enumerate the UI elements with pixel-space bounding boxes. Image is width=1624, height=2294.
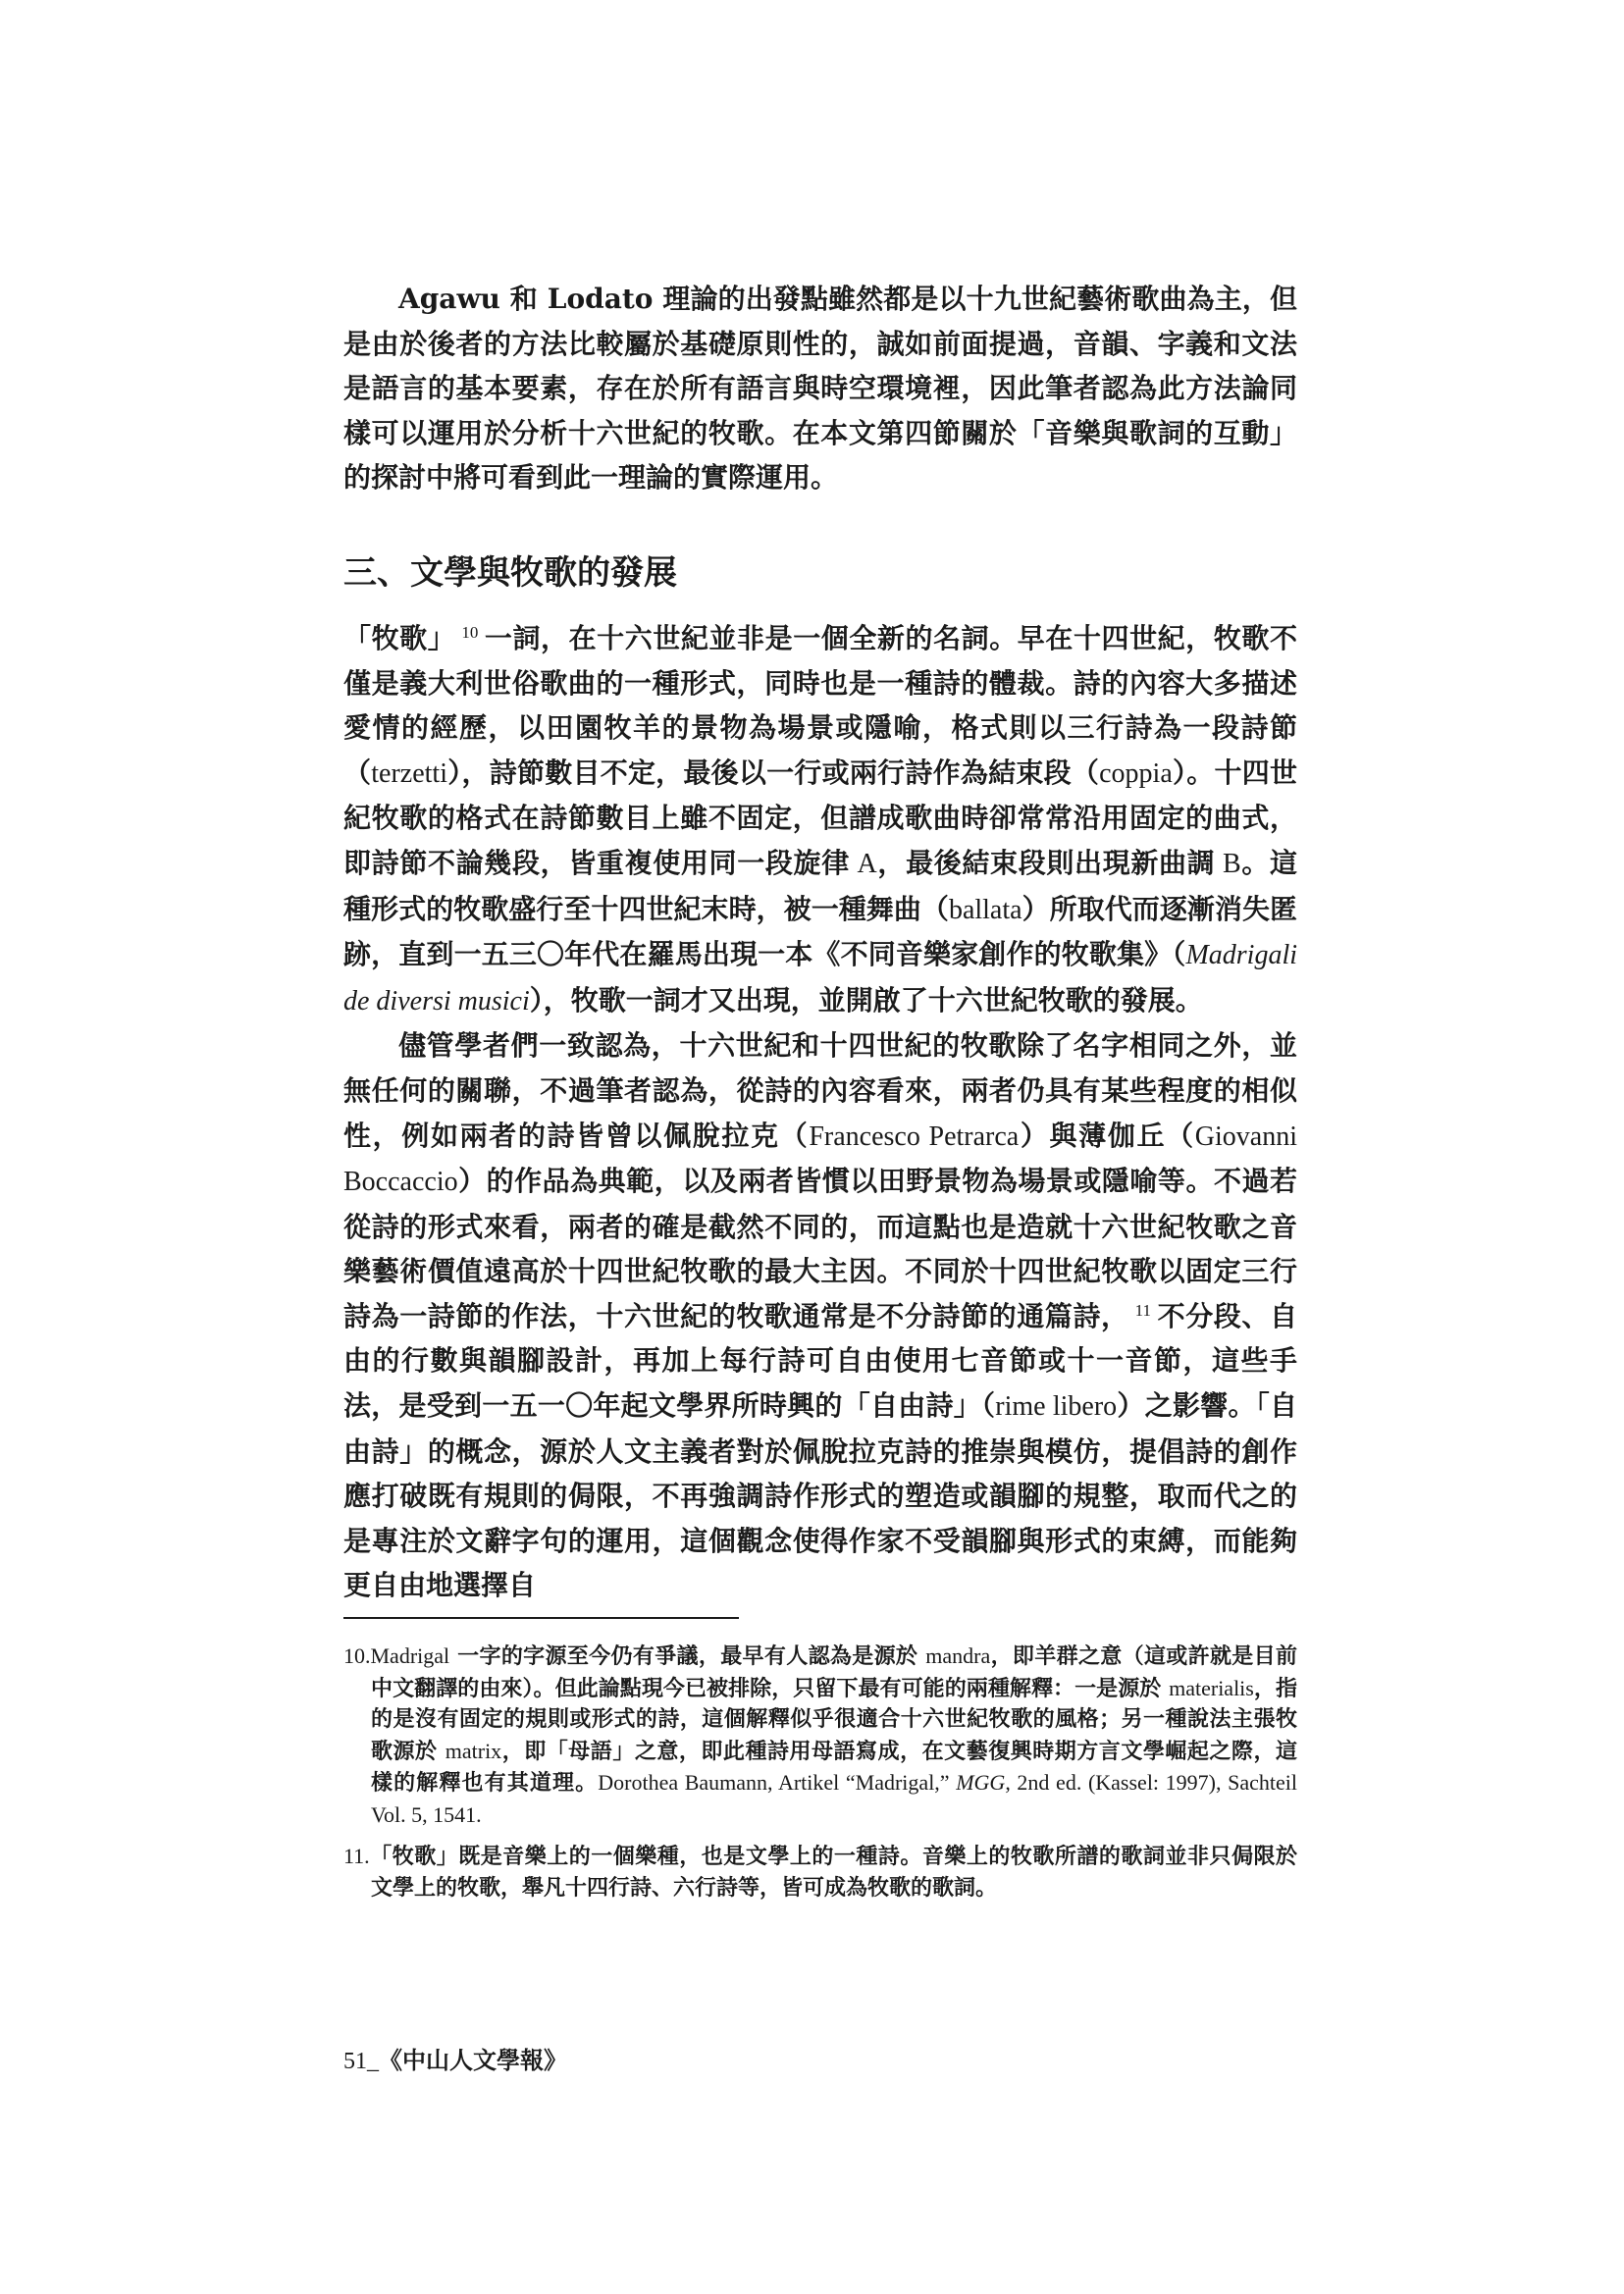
footnote-10: 10.Madrigal 一字的字源至今仍有爭議，最早有人認為是源於 mandra，即羊群之意（這或許就是目前中文翻譯的由來）。但此論點現今已被排除，只留下最有可能的兩種解釋：一是源於 materialis，指的是沒有固定的規則或形式的詩，這個解釋似乎很適合十六世紀牧歌的風格；另一種說法主張牧歌源於 matrix，即「母語」之意，即此種詩用母語寫成，在文藝復興時期方言文學崛起之際，這樣的解釋也有其道理。Dorothea Baumann, Artikel “Madrigal,” MGG, 2nd ed. (Kassel: 1997), Sachteil Vol. 5, 1541. <box>343 1643 1297 1827</box>
page-folio: 51_《中山人文學報》 <box>343 2046 567 2074</box>
intro-paragraph: Agawu 和 Lodato 理論的出發點雖然都是以十九世紀藝術歌曲為主，但是由於後者的方法比較屬於基礎原則性的，誠如前面提過，音韻、字義和文法是語言的基本要素，存在於所有語言與時空環境裡，因此筆者認為此方法論同樣可以運用於分析十六世紀的牧歌。在本文第四節關於「音樂與歌詞的互動」的探討中將可看到此一理論的實際運用。 <box>343 283 1297 495</box>
footnote-11: 11.「牧歌」既是音樂上的一個樂種，也是文學上的一種詩。音樂上的牧歌所譜的歌詞並非只侷限於文學上的牧歌，舉凡十四行詩、六行詩等，皆可成為牧歌的歌詞。 <box>343 1844 1297 1901</box>
footnotes <box>343 1617 1297 1913</box>
paragraph-comparison: 儘管學者們一致認為，十六世紀和十四世紀的牧歌除了名字相同之外，並無任何的關聯，不過筆者認為，從詩的內容看來，兩者仍具有某些程度的相似性，例如兩者的詩皆曾以佩脫拉克（Francesco Petrarca）與薄伽丘（Giovanni Boccaccio）的作品為典範，以及兩者皆慣以田野景物為場景或隱喻等。不過若從詩的形式來看，兩者的確是截然不同的，而這點也是造就十六世紀牧歌之音樂藝術價值遠高於十四世紀牧歌的最大主因。不同於十四世紀牧歌以固定三行詩為一詩節的作法，十六世紀的牧歌通常是不分詩節的通篇詩， $^{11}$ 不分段、自由的行數與韻腳設計，再加上每行詩可自由使用七音節或十一音節，這些手法，是受到一五一〇年起文學界所時興的「自由詩」（rime libero）之影響。「自由詩」的概念，源於人文主義者對於佩脫拉克詩的推崇與模仿，提倡詩的創作應打破既有規則的侷限，不再強調詩作形式的塑造或韻腳的規整，取而代之的是專注於文辭字句的運用，這個觀念使得作家不受韻腳與形式的束縛，而能夠更自由地選擇自 <box>343 1029 1297 1602</box>
paragraph-madrigal-history: 「牧歌」 $^{10}$ 一詞，在十六世紀並非是一個全新的名詞。早在十四世紀，牧歌不僅是義大利世俗歌曲的一種形式，同時也是一種詩的體裁。詩的內容大多描述愛情的經歷，以田園牧羊的景物為場景或隱喻，格式則以三行詩為一段詩節（terzetti），詩節數目不定，最後以一行或兩行詩作為結束段（coppia）。十四世紀牧歌的格式在詩節數目上雖不固定，但譜成歌曲時卻常常沿用固定的曲式，即詩節不論幾段，皆重複使用同一段旋律 A，最後結束段則出現新曲調 B。這種形式的牧歌盛行至十四世紀末時，被一種舞曲（ballata）所取代而逐漸消失匿跡，直到一五三〇年代在羅馬出現一本《不同音樂家創作的牧歌集》（Madrigali de diversi musici），牧歌一詞才又出現，並開啟了十六世紀牧歌的發展。 <box>343 621 1297 1017</box>
main-text <box>343 277 1297 1608</box>
footnote-ref-10[interactable]: 10 <box>461 622 479 642</box>
section-heading: 三、文學與牧歌的發展 <box>343 552 677 593</box>
journal-title: 《中山人文學報》 <box>379 2046 567 2074</box>
page-number: 51 <box>343 2049 367 2074</box>
footnote-divider <box>343 1617 739 1619</box>
footnote-ref-11[interactable]: 11 <box>1134 1300 1152 1320</box>
